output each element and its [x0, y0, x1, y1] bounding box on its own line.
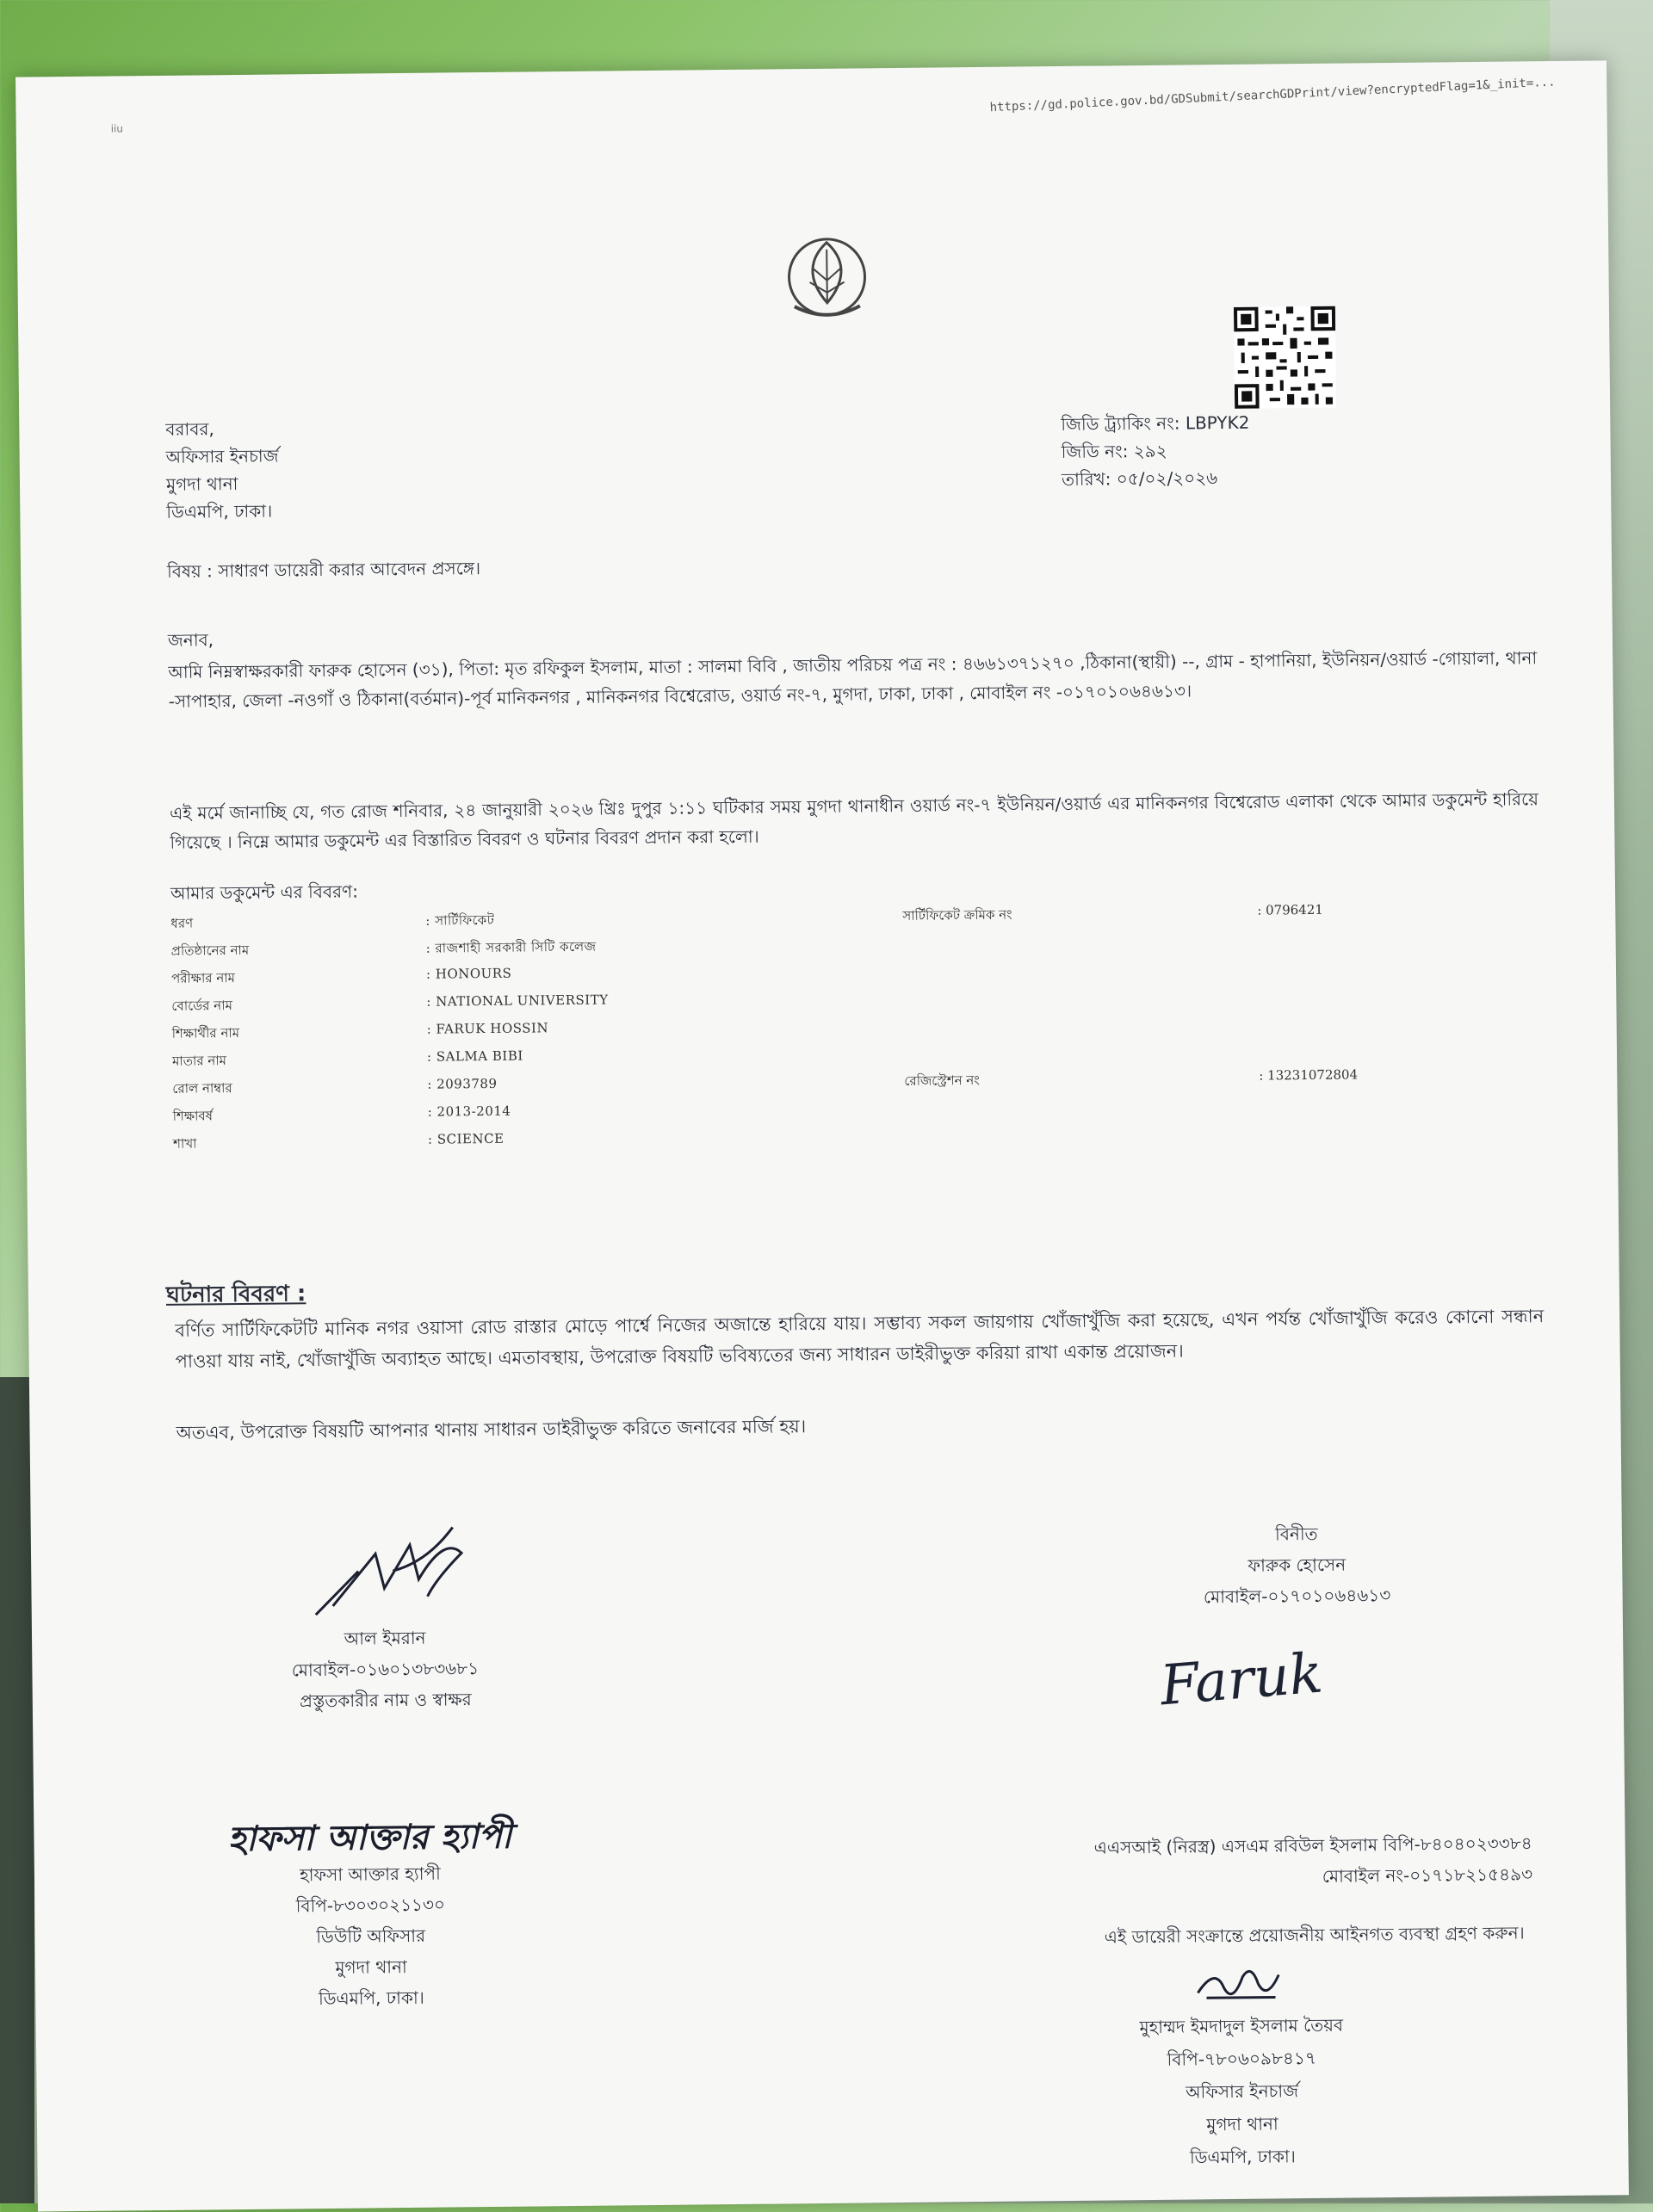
duty-officer-line: ডিএমপি, ঢাকা। — [318, 1986, 424, 2010]
preparer-name: আল ইমরান — [344, 1627, 426, 1649]
document-field-value: : SALMA BIBI — [426, 1047, 523, 1065]
assigned-officer-mobile: মোবাইল নং-০১৭১৮২১৫৪৯৩ — [1322, 1863, 1533, 1887]
document-field-value: : 13231072804 — [1259, 1066, 1359, 1084]
recipient-line: অফিসার ইনচার্জ — [165, 445, 279, 467]
assigned-officer-name: এএসআই (নিরস্ত্র) এসএম রবিউল ইসলাম বিপি-৮৪০৪০২৩৩৮৪ — [1093, 1832, 1532, 1858]
document-field-label: মাতার নাম — [171, 1053, 227, 1069]
preparer-signature-icon — [298, 1518, 471, 1623]
document-field-label: শিক্ষার্থীর নাম — [171, 1025, 240, 1041]
recipient-line: বরাবর, — [165, 418, 214, 440]
document-field-value: : NATIONAL UNIVERSITY — [426, 992, 609, 1010]
gd-tracking-number: জিডি ট্র্যাকিং নং: LBPYK2 — [1061, 411, 1250, 435]
document-field-label: পরীক্ষার নাম — [170, 970, 236, 986]
document-field-label: প্রতিষ্ঠানের নাম — [170, 942, 250, 959]
duty-officer-stamp — [223, 1815, 517, 2016]
assigned-officer-block — [963, 1827, 1532, 1895]
oc-line: মুগদা থানা — [1206, 2113, 1278, 2135]
oc-line: মুহাম্মদ ইমদাদুল ইসলাম তৈয়ব — [1139, 2014, 1344, 2038]
document-field-value: : SCIENCE — [427, 1130, 505, 1147]
oc-directive: এই ডায়েরী সংক্রান্তে প্রয়োজনীয় আইনগত ব্যবস্থা গ্রহণ করুন। — [1104, 1922, 1525, 1948]
gd-document-page — [15, 60, 1629, 2211]
applicant-name: ফারুক হোসেন — [1247, 1554, 1347, 1576]
police-emblem-icon — [775, 223, 879, 327]
qr-code-icon — [1234, 306, 1336, 409]
document-field-value: : রাজশাহী সরকারী সিটি কলেজ — [425, 938, 597, 956]
duty-officer-signature: হাফসা আক্তার হ্যাপী — [227, 1815, 512, 1860]
applicant-mobile: মোবাইল-০১৭০১০৬৪৬১৩ — [1203, 1585, 1391, 1608]
oc-line: ডিএমপি, ঢাকা। — [1189, 2146, 1296, 2168]
loss-statement-paragraph: এই মর্মে জানাচ্ছি যে, গত রোজ শনিবার, ২৪ জানুয়ারী ২০২৬ খ্রিঃ দুপুর ১:১১ ঘটিকার সময় মুগদা থানাধীন ওয়ার্ড নং-৭ ইউনিয়ন/ওয়ার্ড এর মানিকনগর বিশ্বেরোড এলাকা থেকে আমার ডকুমেন্ট হারিয়ে গিয়েছে । নিম্নে আমার ডকুমেন্ট এর বিস্তারিত বিবরণ ও ঘটনার বিবরণ প্রদান করা হলো। — [169, 788, 1539, 853]
officer-in-charge-stamp — [1068, 1956, 1415, 2175]
document-field-value: : 2013-2014 — [427, 1103, 511, 1120]
preparer-mobile: মোবাইল-০১৬০১৩৮৩৬৮১ — [291, 1658, 480, 1681]
document-field-label: সার্টিফিকেট ক্রমিক নং — [902, 906, 1012, 924]
incident-heading: ঘটনার বিবরণ : — [165, 1281, 306, 1308]
document-field-value: : 0796421 — [1257, 901, 1323, 918]
document-field-value: : সার্টিফিকেট — [425, 911, 495, 929]
gd-date: তারিখ: ০৫/০২/২০২৬ — [1061, 467, 1218, 490]
gd-info — [1061, 409, 1250, 493]
applicant-signature: Faruk — [1157, 1641, 1326, 1719]
document-field-label: শিক্ষাবর্ষ — [172, 1108, 214, 1124]
oc-signature-icon — [1189, 1957, 1293, 2006]
document-field-value: : FARUK HOSSIN — [426, 1020, 549, 1037]
duty-officer-line: হাফসা আক্তার হ্যাপী — [300, 1863, 441, 1886]
recipient-address — [165, 415, 279, 526]
duty-officer-line: বিপি-৮৩০৩০২১১৩০ — [295, 1894, 446, 1917]
oc-line: অফিসার ইনচার্জ — [1186, 2080, 1299, 2103]
recipient-line: ডিএমপি, ঢাকা। — [166, 500, 273, 522]
background-left — [0, 1377, 34, 2203]
document-field-value: : 2093789 — [427, 1075, 498, 1092]
preparer-caption: প্রস্তুতকারীর নাম ও স্বাক্ষর — [299, 1689, 472, 1712]
applicant-block — [1133, 1517, 1461, 1613]
document-field-label: রেজিস্ট্রেশন নং — [904, 1072, 980, 1089]
document-details-heading: আমার ডকুমেন্ট এর বিবরণ: — [170, 880, 359, 904]
print-url: https://gd.police.gov.bd/GDSubmit/searchGDPrint/view?encryptedFlag=1&_init=... — [988, 75, 1556, 115]
request-paragraph: অতএব, উপরোক্ত বিষয়টি আপনার থানায় সাধারন ডাইরীভুক্ত করিতে জনাবের মর্জি হয়। — [176, 1416, 807, 1443]
applicant-closing: বিনীত — [1274, 1523, 1318, 1545]
duty-officer-line: মুগদা থানা — [335, 1956, 407, 1978]
gd-number: জিডি নং: ২৯২ — [1061, 440, 1167, 462]
recipient-line: মুগদা থানা — [165, 473, 238, 495]
duty-officer-line: ডিউটি অফিসার — [316, 1925, 426, 1948]
document-field-label: ধরণ — [170, 915, 194, 931]
applicant-identity-paragraph: আমি নিম্নস্বাক্ষরকারী ফারুক হোসেন (৩১), পিতা: মৃত রফিকুল ইসলাম, মাতা : সালমা বিবি , জাতীয় পরিচয় পত্র নং : ৪৬৬১৩৭১২৭০ ,ঠিকানা(স্থায়ী) --, গ্রাম - হাপানিয়া, ইউনিয়ন/ওয়ার্ড -গোয়ালা, থানা -সাপাহার, জেলা -নওগাঁ ও ঠিকানা(বর্তমান)-পূর্ব মানিকনগর , মানিকনগর বিশ্বেরোড, ওয়ার্ড নং-৭, মুগদা, ঢাকা, ঢাকা , মোবাইল নং -০১৭০১০৬৪৬১৩। — [168, 647, 1538, 712]
subject-line: বিষয় : সাধারণ ডায়েরী করার আবেদন প্রসঙ্গে। — [166, 558, 481, 582]
oc-line: বিপি-৭৮০৬০৯৮৪১৭ — [1167, 2047, 1316, 2070]
document-field-label: রোল নাম্বার — [172, 1080, 232, 1097]
incident-description-paragraph: বর্ণিত সার্টিফিকেটটি মানিক নগর ওয়াসা রোড রাস্তার মোড়ে পার্শ্বে নিজের অজান্তে হারিয়ে যায়। সম্ভাব্য সকল জায়গায় খোঁজাখুঁজি করা হয়েছে, এখন পর্যন্ত খোঁজাখুঁজি করেও কোনো সন্ধান পাওয়া যায় নাই, খোঁজাখুঁজি অব্যাহত আছে। এমতাবস্থায়, উপরোক্ত বিষয়টি ভবিষ্যতের জন্য সাধারন ডাইরীভুক্ত করিয়া রাখা একান্ত প্রয়োজন। — [175, 1306, 1545, 1372]
preparer-signature-block — [255, 1518, 515, 1717]
salutation: জনাব, — [167, 629, 214, 651]
document-field-label: শাখা — [172, 1135, 197, 1152]
corner-mark: iiu — [110, 122, 124, 135]
document-field-value: : HONOURS — [425, 965, 512, 982]
document-field-label: বোর্ডের নাম — [171, 998, 232, 1014]
